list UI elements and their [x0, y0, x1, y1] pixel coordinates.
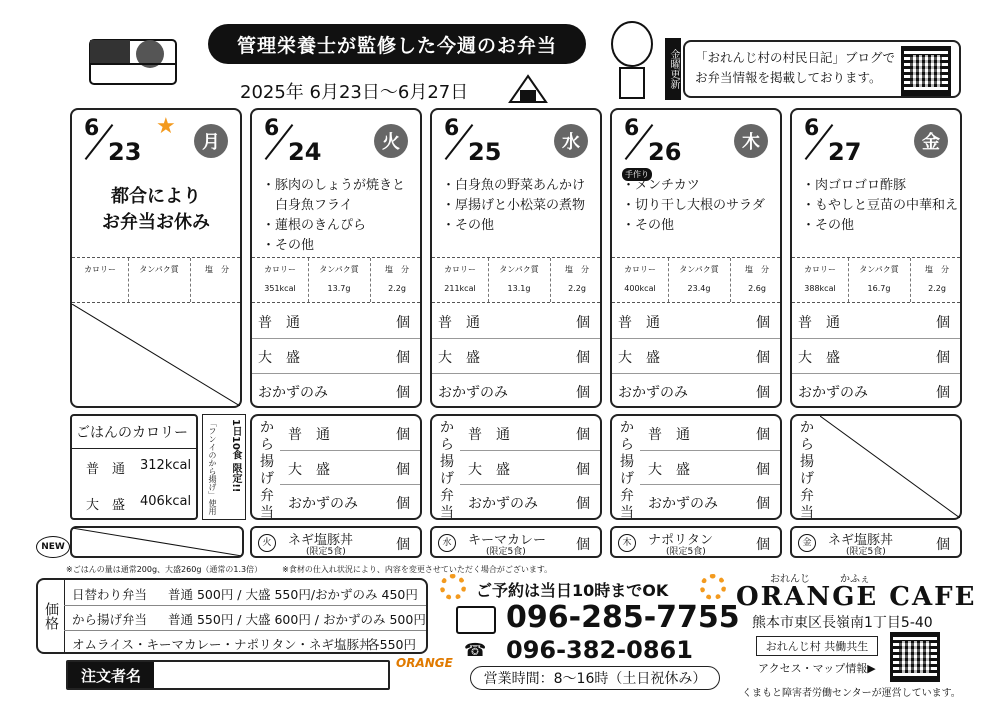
access-qr-icon[interactable] [890, 632, 940, 682]
nutrition-table [252, 257, 420, 303]
karaage-label: から揚げ弁当 [260, 420, 274, 521]
karaage-row-normal[interactable]: 普 通 個 [468, 427, 590, 443]
karaage-row-large[interactable]: 大 盛 個 [640, 450, 780, 485]
karaage-label: から揚げ弁当 [800, 420, 814, 521]
week-range: 2025年 6月23日〜6月27日 [240, 82, 469, 103]
calorie-value: 400kcal [624, 284, 656, 293]
date-month: 6 [264, 116, 280, 141]
protein-label: タンパク質 [859, 265, 899, 274]
special-menu-row[interactable] [430, 526, 602, 558]
special-weekday: 水 [438, 534, 456, 552]
calorie-label: カロリー [444, 265, 476, 274]
karaage-bento-box [430, 414, 602, 520]
weekday-badge: 金 [914, 124, 948, 158]
weekday-badge: 火 [374, 124, 408, 158]
special-limit: (限定5食) [666, 547, 706, 557]
special-unit: 個 [396, 537, 410, 553]
menu-item: ・白身魚の野菜あんかけ [442, 178, 586, 193]
order-row-normal[interactable]: 普 通 個 [432, 304, 600, 339]
date-month: 6 [444, 116, 460, 141]
phone-icon: ☎ [464, 640, 487, 661]
flower-icon-2 [700, 574, 726, 600]
calorie-value: 211kcal [444, 284, 476, 293]
menu-item: ・その他 [262, 238, 315, 253]
nutrition-table [72, 257, 240, 303]
date-month: 6 [804, 116, 820, 141]
salt-label: 塩 分 [385, 265, 409, 274]
weekday-badge: 木 [734, 124, 768, 158]
handmade-badge: 手作り [622, 168, 652, 181]
special-limit: (限定5食) [306, 547, 346, 557]
special-menu-row[interactable] [610, 526, 782, 558]
blog-notice[interactable] [683, 40, 961, 98]
footnote: ※ごはんの量は通常200g、大盛260g（通常の1.3倍） ※食材の仕入れ状況により、内容を変更させていただく場合がございます。 [66, 565, 553, 574]
special-name: ナポリタン [648, 533, 714, 548]
date-day: 23 [108, 138, 142, 166]
calorie-label: カロリー [84, 265, 116, 274]
order-row-side[interactable]: おかずのみ 個 [618, 385, 770, 401]
date-month: 6 [84, 116, 100, 141]
protein-label: タンパク質 [499, 265, 539, 274]
weekday-badge: 水 [554, 124, 588, 158]
menu-item: ・その他 [622, 218, 675, 233]
protein-value: 13.7g [327, 284, 351, 293]
menu-item: ・肉ゴロゴロ酢豚 [802, 178, 907, 193]
special-unit: 個 [576, 537, 590, 553]
rice-normal-value: 312kcal [140, 458, 192, 473]
closed-cross [72, 304, 240, 406]
star-icon: ★ [156, 114, 176, 139]
special-menu-row[interactable] [790, 526, 962, 558]
menu-item: ・その他 [442, 218, 495, 233]
order-rows [612, 304, 780, 408]
karaage-row-normal[interactable]: 普 通 個 [648, 427, 770, 443]
calorie-label: カロリー [804, 265, 836, 274]
special-weekday: 金 [798, 534, 816, 552]
order-row-side[interactable]: おかずのみ 個 [438, 385, 590, 401]
date-day: 24 [288, 138, 322, 166]
protein-value: 23.4g [687, 284, 711, 293]
calorie-value: 388kcal [804, 284, 836, 293]
protein-label: タンパク質 [679, 265, 719, 274]
closed-cross [820, 416, 960, 518]
phone-number[interactable]: 096-382-0861 [506, 636, 693, 664]
business-hours: 営業時間：8〜16時（土日祝休み） [470, 666, 720, 690]
menu-list [442, 176, 585, 236]
special-limit: (限定5食) [486, 547, 526, 557]
calorie-label: カロリー [624, 265, 656, 274]
salt-label: 塩 分 [925, 265, 949, 274]
karaage-row-side[interactable]: おかずのみ 個 [460, 484, 600, 519]
karaage-bento-box [790, 414, 962, 520]
karaage-row-large[interactable]: 大 盛 個 [460, 450, 600, 485]
menu-item: ・メンチカツ [622, 178, 700, 193]
order-row-side[interactable]: おかずのみ 個 [258, 385, 410, 401]
date-day: 26 [648, 138, 682, 166]
price-label: 価格 [38, 580, 65, 652]
price-name-3: オムライス・キーマカレー・ナポリタン・ネギ塩豚丼 [72, 637, 372, 652]
special-name: ネギ塩豚丼 [288, 533, 354, 548]
menu-list [622, 176, 765, 236]
price-detail-2: 普通 550円 / 大盛 600円 / おかずのみ 500円 [168, 612, 426, 627]
menu-item: ・蓮根のきんぴら [262, 218, 367, 233]
order-row-large[interactable]: 大 盛 個 [792, 339, 960, 374]
fax-icon [456, 606, 496, 634]
menu-item: ・切り干し大根のサラダ [622, 198, 765, 213]
new-badge: NEW [36, 536, 70, 558]
salt-label: 塩 分 [205, 265, 229, 274]
weekday-badge: 月 [194, 124, 228, 158]
date-day: 27 [828, 138, 862, 166]
menu-item: ・もやしと豆苗の中華和え [802, 198, 959, 213]
closed-notice: 都合により お弁当お休み [102, 186, 210, 233]
blog-line-2: お弁当情報を掲載しております。 [695, 70, 882, 85]
protein-label: タンパク質 [139, 265, 179, 274]
salt-value: 2.2g [928, 284, 946, 293]
order-name-field[interactable] [66, 660, 390, 690]
menu-list [802, 176, 958, 236]
nutrition-table [612, 257, 780, 303]
rice-large-value: 406kcal [140, 494, 192, 509]
rice-calorie-title: ごはんのカロリー [76, 425, 188, 441]
protein-label: タンパク質 [319, 265, 359, 274]
order-row-large[interactable]: 大 盛 個 [252, 339, 420, 374]
special-unit: 個 [936, 537, 950, 553]
menu-item: ・厚揚げと小松菜の煮物 [442, 198, 586, 213]
order-row-normal[interactable]: 普 通 個 [252, 304, 420, 339]
nutrition-table [432, 257, 600, 303]
karaage-row-side[interactable]: おかずのみ 個 [640, 484, 780, 519]
order-rows [792, 304, 960, 408]
onigiri-icon [508, 74, 548, 104]
price-name-1: 日替わり弁当 [72, 587, 148, 602]
karaage-row-normal[interactable]: 普 通 個 [288, 427, 410, 443]
day-column [430, 108, 602, 408]
order-row-large[interactable]: 大 盛 個 [432, 339, 600, 374]
order-row-normal[interactable]: 普 通 個 [612, 304, 780, 339]
special-name: ネギ塩豚丼 [828, 533, 894, 548]
page-title: 管理栄養士が監修した今週のお弁当 [208, 24, 586, 64]
order-row-normal[interactable]: 普 通 個 [792, 304, 960, 339]
date-month: 6 [624, 116, 640, 141]
reserve-note: ご予約は当日10時までOK [476, 581, 669, 600]
menu-item: ・豚肉のしょうが焼きと [262, 178, 406, 193]
protein-value: 16.7g [867, 284, 891, 293]
special-weekday: 木 [618, 534, 636, 552]
bento-illustration [88, 30, 180, 90]
special-name: キーマカレー [468, 533, 547, 548]
day-column [610, 108, 782, 408]
karaage-label: から揚げ弁当 [440, 420, 454, 521]
special-menu-row[interactable] [250, 526, 422, 558]
salt-value: 2.2g [388, 284, 406, 293]
order-rows [432, 304, 600, 408]
special-limit: (限定5食) [846, 547, 886, 557]
price-name-2: から揚げ弁当 [72, 612, 148, 627]
calorie-label: カロリー [264, 265, 296, 274]
karaage-row-side[interactable]: おかずのみ 個 [280, 484, 420, 519]
price-detail-1: 普通 500円 / 大盛 550円/おかずのみ 450円 [168, 587, 418, 602]
menu-item: ・その他 [802, 218, 855, 233]
qr-code-icon[interactable] [901, 46, 951, 96]
day-column [790, 108, 962, 408]
day-column [70, 108, 242, 408]
protein-value: 13.1g [507, 284, 531, 293]
new-row-monday [70, 526, 244, 558]
rice-large-label: 大 盛 [86, 498, 126, 513]
salt-label: 塩 分 [565, 265, 589, 274]
access-map-link[interactable]: アクセス・マップ情報▶ [758, 662, 876, 675]
fax-number[interactable]: 096-285-7755 [506, 600, 740, 635]
karaage-bento-box [250, 414, 422, 520]
order-row-large[interactable]: 大 盛 個 [612, 339, 780, 374]
shop-address: 熊本市東区長嶺南1丁目5-40 [752, 615, 933, 631]
price-detail-3: 各550円 [367, 637, 416, 652]
flower-icon [440, 574, 466, 600]
price-table [36, 578, 428, 654]
special-unit: 個 [756, 537, 770, 553]
karaage-limit-note: 1日10食 限定!! 「フンイのから揚げ」使用 [202, 414, 246, 520]
character-illustration [604, 16, 662, 106]
karaage-bento-box [610, 414, 782, 520]
day-column [250, 108, 422, 408]
shop-logo: ORANGE CAFE [736, 582, 977, 612]
nutrition-table [792, 257, 960, 303]
salt-value: 2.2g [568, 284, 586, 293]
small-orange-logo: ORANGE [396, 656, 453, 670]
date-day: 25 [468, 138, 502, 166]
shop-logo-ruby: おれんじ かふぇ [770, 574, 870, 585]
shop-tag: おれんじ村 共働共生 [756, 636, 878, 656]
friday-update-tag: 金曜更新 [665, 38, 681, 100]
order-rows [252, 304, 420, 408]
salt-value: 2.6g [748, 284, 766, 293]
rice-calorie-box [70, 414, 198, 520]
salt-label: 塩 分 [745, 265, 769, 274]
special-weekday: 火 [258, 534, 276, 552]
order-row-side[interactable]: おかずのみ 個 [798, 385, 950, 401]
menu-list [262, 176, 405, 256]
karaage-label: から揚げ弁当 [620, 420, 634, 521]
menu-item: 白身魚フライ [262, 198, 353, 213]
rice-normal-label: 普 通 [86, 462, 126, 477]
order-name-label: 注文者名 [68, 662, 154, 688]
karaage-row-large[interactable]: 大 盛 個 [280, 450, 420, 485]
blog-line-1: 「おれんじ村の村民日記」ブログで [695, 50, 896, 65]
operator-note: くまもと障害者労働センターが運営しています。 [742, 688, 961, 699]
calorie-value: 351kcal [264, 284, 296, 293]
